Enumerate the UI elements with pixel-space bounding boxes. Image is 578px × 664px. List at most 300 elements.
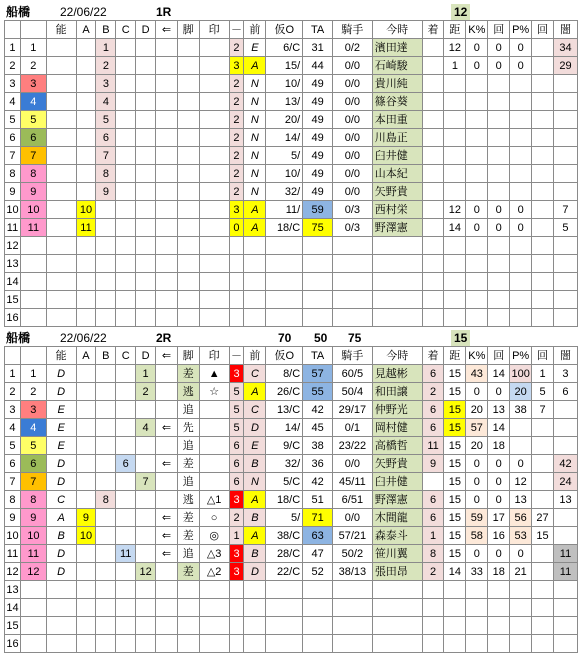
col-kyori: 距 xyxy=(444,347,466,365)
table-row xyxy=(5,93,578,111)
nou-cell: D xyxy=(46,545,76,563)
gate-number: 11 xyxy=(20,219,46,237)
nou-cell xyxy=(46,617,76,635)
kyaku-cell xyxy=(177,237,199,255)
d-cell xyxy=(136,527,156,545)
kai2-cell xyxy=(532,455,554,473)
num-cell: 1 xyxy=(229,527,244,545)
arrow-cell xyxy=(156,581,178,599)
gate-number: 1 xyxy=(20,39,46,57)
p-cell: 0 xyxy=(510,201,532,219)
kyori-cell xyxy=(444,273,466,291)
d-cell xyxy=(136,111,156,129)
arrow-cell xyxy=(156,111,178,129)
shirushi-cell xyxy=(199,237,229,255)
d-cell xyxy=(136,255,156,273)
kai-cell xyxy=(488,635,510,653)
b-cell xyxy=(96,365,116,383)
table-row xyxy=(5,309,578,327)
d-cell xyxy=(136,617,156,635)
ta-cell: 49 xyxy=(303,93,333,111)
yami-cell: 7 xyxy=(553,201,577,219)
kai-cell xyxy=(488,255,510,273)
p-cell: 0 xyxy=(510,219,532,237)
chaku-cell: 2 xyxy=(422,383,444,401)
mae-cell: N xyxy=(244,129,266,147)
c-cell xyxy=(116,183,136,201)
a-cell xyxy=(76,237,96,255)
k-cell xyxy=(466,273,488,291)
nou-cell: D xyxy=(46,473,76,491)
kai-cell xyxy=(488,599,510,617)
arrow-cell xyxy=(156,255,178,273)
kai2-cell xyxy=(532,201,554,219)
kyori-cell xyxy=(444,183,466,201)
ta-cell xyxy=(303,635,333,653)
kari-cell xyxy=(266,599,303,617)
p-cell xyxy=(510,309,532,327)
kyori-cell: 12 xyxy=(444,201,466,219)
yami-cell: 11 xyxy=(553,563,577,581)
kai2-cell xyxy=(532,419,554,437)
p-cell xyxy=(510,635,532,653)
ta-cell: 31 xyxy=(303,39,333,57)
c-cell xyxy=(116,39,136,57)
b-cell xyxy=(96,255,116,273)
kyori-cell: 15 xyxy=(444,491,466,509)
kyaku-cell xyxy=(177,93,199,111)
shirushi-cell xyxy=(199,617,229,635)
chaku-cell: 6 xyxy=(422,401,444,419)
kai-cell: 14 xyxy=(488,419,510,437)
row-number: 12 xyxy=(5,563,21,581)
a-cell xyxy=(76,617,96,635)
ima-cell xyxy=(372,617,422,635)
yami-cell xyxy=(553,147,577,165)
table-row xyxy=(5,183,578,201)
mae-cell: E xyxy=(244,39,266,57)
num-cell: 2 xyxy=(229,147,244,165)
ima-cell: 西村栄 xyxy=(372,201,422,219)
row-number: 15 xyxy=(5,291,21,309)
col-shirushi: 印 xyxy=(199,21,229,39)
kishu-cell xyxy=(332,255,372,273)
kishu-cell: 0/3 xyxy=(332,219,372,237)
shirushi-cell xyxy=(199,147,229,165)
num-cell xyxy=(229,291,244,309)
col-yami: 闇 xyxy=(553,347,577,365)
kishu-cell xyxy=(332,291,372,309)
race2-table xyxy=(4,346,578,653)
chaku-cell xyxy=(422,75,444,93)
mae-cell: A xyxy=(244,527,266,545)
c-cell xyxy=(116,383,136,401)
c-cell xyxy=(116,93,136,111)
nou-cell: D xyxy=(46,455,76,473)
mae-cell: B xyxy=(244,509,266,527)
row-number: 6 xyxy=(5,129,21,147)
gate-number: 1 xyxy=(20,365,46,383)
k-cell xyxy=(466,617,488,635)
b-cell xyxy=(96,309,116,327)
gate-number xyxy=(20,599,46,617)
race1-venue: 船橋 xyxy=(6,5,31,19)
row-number: 1 xyxy=(5,39,21,57)
ima-cell: 野澤憲 xyxy=(372,491,422,509)
yami-cell: 3 xyxy=(553,365,577,383)
col-kari: 仮O xyxy=(266,347,303,365)
p-cell xyxy=(510,617,532,635)
ta-cell xyxy=(303,309,333,327)
chaku-cell xyxy=(422,581,444,599)
kyori-cell xyxy=(444,599,466,617)
a-cell xyxy=(76,75,96,93)
kari-cell: 10/ xyxy=(266,75,303,93)
c-cell xyxy=(116,291,136,309)
kari-cell xyxy=(266,273,303,291)
b-cell xyxy=(96,563,116,581)
b-cell xyxy=(96,545,116,563)
gate-number: 9 xyxy=(20,509,46,527)
shirushi-cell: △2 xyxy=(199,563,229,581)
k-cell: 0 xyxy=(466,491,488,509)
ta-cell xyxy=(303,255,333,273)
a-cell xyxy=(76,455,96,473)
p-cell: 0 xyxy=(510,39,532,57)
table-row xyxy=(5,473,578,491)
num-cell: 2 xyxy=(229,75,244,93)
ta-cell: 63 xyxy=(303,527,333,545)
num-cell xyxy=(229,237,244,255)
chaku-cell xyxy=(422,201,444,219)
race2-header-row xyxy=(5,347,578,365)
kishu-cell: 0/2 xyxy=(332,39,372,57)
kai-cell: 0 xyxy=(488,491,510,509)
nou-cell xyxy=(46,635,76,653)
p-cell xyxy=(510,75,532,93)
row-number: 14 xyxy=(5,273,21,291)
ta-cell: 45 xyxy=(303,419,333,437)
kai-cell xyxy=(488,309,510,327)
yami-cell xyxy=(553,635,577,653)
num-cell: 6 xyxy=(229,455,244,473)
a-cell: 9 xyxy=(76,509,96,527)
ima-cell: 臼井健 xyxy=(372,473,422,491)
kishu-cell: 23/22 xyxy=(332,437,372,455)
nou-cell xyxy=(46,273,76,291)
shirushi-cell: △3 xyxy=(199,545,229,563)
yami-cell xyxy=(553,291,577,309)
kyaku-cell: 逃 xyxy=(177,491,199,509)
kai-cell: 0 xyxy=(488,545,510,563)
arrow-cell xyxy=(156,129,178,147)
arrow-cell xyxy=(156,383,178,401)
kai2-cell xyxy=(532,75,554,93)
col-ta: TA xyxy=(303,21,333,39)
nou-cell xyxy=(46,581,76,599)
kai2-cell xyxy=(532,617,554,635)
row-number: 2 xyxy=(5,383,21,401)
ima-cell: 篠谷葵 xyxy=(372,93,422,111)
row-number: 10 xyxy=(5,201,21,219)
row-number: 1 xyxy=(5,365,21,383)
a-cell xyxy=(76,437,96,455)
kai-cell xyxy=(488,129,510,147)
shirushi-cell xyxy=(199,473,229,491)
race2-col-b-value: 50 xyxy=(314,331,328,345)
table-row xyxy=(5,617,578,635)
kyaku-cell xyxy=(177,599,199,617)
yami-cell xyxy=(553,617,577,635)
nou-cell xyxy=(46,309,76,327)
ima-cell: 矢野貴 xyxy=(372,183,422,201)
ima-cell: 石崎駿 xyxy=(372,57,422,75)
a-cell xyxy=(76,111,96,129)
kai2-cell xyxy=(532,545,554,563)
ta-cell: 57 xyxy=(303,365,333,383)
num-cell: 2 xyxy=(229,93,244,111)
k-cell: 59 xyxy=(466,509,488,527)
kari-cell: 9/C xyxy=(266,437,303,455)
c-cell xyxy=(116,165,136,183)
kai2-cell xyxy=(532,183,554,201)
ta-cell: 42 xyxy=(303,473,333,491)
row-number: 5 xyxy=(5,111,21,129)
mae-cell xyxy=(244,309,266,327)
k-cell: 0 xyxy=(466,473,488,491)
ima-cell: 貴川純 xyxy=(372,75,422,93)
kai-cell xyxy=(488,111,510,129)
gate-number: 3 xyxy=(20,75,46,93)
kai2-cell: 15 xyxy=(532,527,554,545)
kari-cell: 8/C xyxy=(266,365,303,383)
b-cell xyxy=(96,455,116,473)
yami-cell xyxy=(553,401,577,419)
chaku-cell xyxy=(422,273,444,291)
d-cell xyxy=(136,201,156,219)
shirushi-cell: ◎ xyxy=(199,527,229,545)
chaku-cell xyxy=(422,129,444,147)
arrow-cell xyxy=(156,599,178,617)
gate-number: 4 xyxy=(20,93,46,111)
race1-distance-badge: 12 xyxy=(451,4,470,21)
arrow-cell xyxy=(156,635,178,653)
col-kari: 仮O xyxy=(266,21,303,39)
gate-number xyxy=(20,309,46,327)
kai-cell xyxy=(488,237,510,255)
arrow-cell xyxy=(156,491,178,509)
arrow-cell xyxy=(156,75,178,93)
race2-date: 22/06/22 xyxy=(60,331,107,345)
k-cell xyxy=(466,111,488,129)
p-cell xyxy=(510,419,532,437)
b-cell xyxy=(96,273,116,291)
kyaku-cell xyxy=(177,617,199,635)
col-arrow: ⇐ xyxy=(156,347,178,365)
shirushi-cell: ▲ xyxy=(199,365,229,383)
kai-cell: 0 xyxy=(488,219,510,237)
gate-number: 7 xyxy=(20,473,46,491)
col-ta: TA xyxy=(303,347,333,365)
kari-cell: 20/ xyxy=(266,111,303,129)
p-cell: 0 xyxy=(510,455,532,473)
kari-cell: 32/ xyxy=(266,183,303,201)
p-cell xyxy=(510,93,532,111)
chaku-cell xyxy=(422,219,444,237)
ima-cell: 野澤憲 xyxy=(372,219,422,237)
p-cell xyxy=(510,147,532,165)
ima-cell: 矢野貴 xyxy=(372,455,422,473)
kyori-cell xyxy=(444,93,466,111)
shirushi-cell xyxy=(199,201,229,219)
kishu-cell: 29/17 xyxy=(332,401,372,419)
table-row xyxy=(5,437,578,455)
row-number: 5 xyxy=(5,437,21,455)
kai-cell: 0 xyxy=(488,39,510,57)
table-row xyxy=(5,255,578,273)
p-cell xyxy=(510,599,532,617)
kyaku-cell xyxy=(177,183,199,201)
row-number: 13 xyxy=(5,255,21,273)
kyori-cell xyxy=(444,581,466,599)
ta-cell: 51 xyxy=(303,491,333,509)
ta-cell: 59 xyxy=(303,201,333,219)
c-cell: 6 xyxy=(116,455,136,473)
d-cell: 1 xyxy=(136,365,156,383)
c-cell xyxy=(116,401,136,419)
b-cell xyxy=(96,527,116,545)
ima-cell: 高橋哲 xyxy=(372,437,422,455)
chaku-cell: 6 xyxy=(422,509,444,527)
yami-cell: 11 xyxy=(553,545,577,563)
kyori-cell: 15 xyxy=(444,383,466,401)
kyaku-cell: 追 xyxy=(177,545,199,563)
mae-cell xyxy=(244,291,266,309)
arrow-cell xyxy=(156,39,178,57)
ta-cell xyxy=(303,599,333,617)
shirushi-cell xyxy=(199,599,229,617)
table-row xyxy=(5,129,578,147)
kyori-cell: 14 xyxy=(444,563,466,581)
ima-cell xyxy=(372,237,422,255)
kai2-cell xyxy=(532,39,554,57)
kyori-cell: 15 xyxy=(444,455,466,473)
ima-cell xyxy=(372,273,422,291)
mae-cell xyxy=(244,581,266,599)
shirushi-cell xyxy=(199,57,229,75)
chaku-cell: 6 xyxy=(422,419,444,437)
shirushi-cell xyxy=(199,437,229,455)
k-cell xyxy=(466,147,488,165)
chaku-cell xyxy=(422,183,444,201)
ta-cell: 38 xyxy=(303,437,333,455)
col-d: D xyxy=(136,347,156,365)
num-cell xyxy=(229,635,244,653)
num-cell xyxy=(229,581,244,599)
c-cell xyxy=(116,563,136,581)
kishu-cell xyxy=(332,617,372,635)
kyori-cell: 15 xyxy=(444,545,466,563)
chaku-cell xyxy=(422,599,444,617)
gate-number: 6 xyxy=(20,129,46,147)
ta-cell xyxy=(303,617,333,635)
kai-cell: 0 xyxy=(488,473,510,491)
arrow-cell: ⇐ xyxy=(156,419,178,437)
nou-cell xyxy=(46,599,76,617)
race2-venue: 船橋 xyxy=(6,331,31,345)
ta-cell: 49 xyxy=(303,183,333,201)
mae-cell: B xyxy=(244,545,266,563)
yami-cell: 24 xyxy=(553,473,577,491)
nou-cell xyxy=(46,291,76,309)
b-cell: 2 xyxy=(96,57,116,75)
ta-cell: 42 xyxy=(303,401,333,419)
k-cell xyxy=(466,237,488,255)
ta-cell xyxy=(303,273,333,291)
a-cell xyxy=(76,57,96,75)
yami-cell: 13 xyxy=(553,491,577,509)
row-number: 9 xyxy=(5,183,21,201)
kishu-cell: 0/0 xyxy=(332,129,372,147)
ta-cell: 75 xyxy=(303,219,333,237)
nou-cell: E xyxy=(46,401,76,419)
kari-cell: 18/C xyxy=(266,219,303,237)
ta-cell xyxy=(303,581,333,599)
race2-number: 2R xyxy=(156,331,172,345)
race1-header xyxy=(0,4,578,21)
kari-cell: 22/C xyxy=(266,563,303,581)
k-cell: 43 xyxy=(466,365,488,383)
k-cell xyxy=(466,581,488,599)
kai2-cell xyxy=(532,219,554,237)
col-kai: 回 xyxy=(488,347,510,365)
table-row xyxy=(5,383,578,401)
kai-cell xyxy=(488,183,510,201)
a-cell xyxy=(76,129,96,147)
kai-cell: 17 xyxy=(488,509,510,527)
arrow-cell xyxy=(156,237,178,255)
table-row xyxy=(5,201,578,219)
kishu-cell: 0/0 xyxy=(332,165,372,183)
kari-cell: 5/C xyxy=(266,473,303,491)
chaku-cell: 2 xyxy=(422,563,444,581)
p-cell: 56 xyxy=(510,509,532,527)
kyori-cell: 15 xyxy=(444,401,466,419)
kari-cell: 26/C xyxy=(266,383,303,401)
kyori-cell: 15 xyxy=(444,509,466,527)
b-cell xyxy=(96,617,116,635)
kari-cell xyxy=(266,309,303,327)
shirushi-cell xyxy=(199,309,229,327)
kari-cell: 5/ xyxy=(266,509,303,527)
col-ima: 今時 xyxy=(372,347,422,365)
gate-number: 4 xyxy=(20,419,46,437)
ima-cell: 岡村健 xyxy=(372,419,422,437)
yami-cell xyxy=(553,165,577,183)
kyaku-cell xyxy=(177,39,199,57)
ima-cell: 濱田達 xyxy=(372,39,422,57)
mae-cell: N xyxy=(244,111,266,129)
race2-col-a-value: 70 xyxy=(278,331,292,345)
kai2-cell: 5 xyxy=(532,383,554,401)
kai-cell: 18 xyxy=(488,437,510,455)
num-cell xyxy=(229,617,244,635)
nou-cell: E xyxy=(46,419,76,437)
ta-cell: 36 xyxy=(303,455,333,473)
yami-cell xyxy=(553,237,577,255)
nou-cell: D xyxy=(46,563,76,581)
gate-number xyxy=(20,291,46,309)
